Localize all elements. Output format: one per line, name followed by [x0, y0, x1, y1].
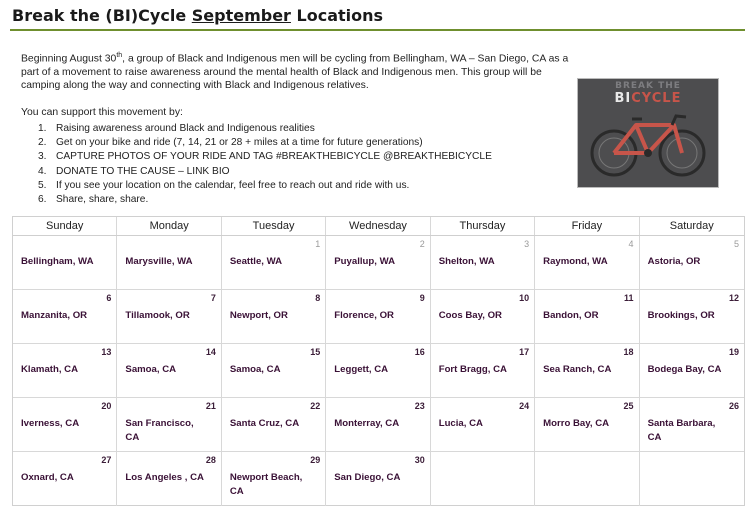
day-number: 17	[519, 347, 530, 357]
day-location: Iverness, CA	[21, 418, 80, 429]
calendar-cell-empty	[640, 452, 744, 506]
calendar-cell	[13, 290, 117, 344]
calendar-cell	[640, 236, 744, 290]
day-number: 13	[101, 347, 112, 357]
intro-paragraph	[21, 49, 581, 93]
day-number: 12	[728, 293, 739, 303]
support-item-number: 6.	[38, 194, 47, 206]
day-location: Seattle, WA	[229, 256, 283, 267]
support-item-text: Raising awareness around Black and Indigenous realities	[56, 123, 315, 134]
support-item-number: 4.	[38, 165, 47, 177]
calendar-cell-empty	[535, 452, 639, 506]
calendar-cell	[431, 290, 535, 344]
support-item	[38, 150, 492, 164]
support-item-number: 5.	[38, 179, 47, 191]
calendar-cell	[13, 236, 117, 290]
calendar-cell	[222, 398, 326, 452]
day-location: Manzanita, OR	[21, 310, 88, 321]
calendar-cell	[326, 290, 430, 344]
page-title	[12, 6, 383, 25]
calendar-cell	[222, 236, 326, 290]
day-header-friday: Friday	[535, 217, 639, 235]
calendar-grid	[13, 236, 744, 506]
calendar-cell	[326, 236, 430, 290]
title-part-3: Locations	[290, 6, 384, 25]
support-item-text: Share, share, share.	[56, 194, 149, 206]
day-number: 14	[205, 347, 216, 357]
day-number: 16	[414, 347, 425, 357]
calendar-cell	[13, 344, 117, 398]
calendar-cell	[535, 290, 639, 344]
day-location: Los Angeles , CA	[125, 472, 204, 483]
day-location: Coos Bay, OR	[438, 310, 502, 321]
day-number: 29	[310, 455, 321, 465]
day-location: Monterray, CA	[334, 418, 400, 429]
day-header-thursday: Thursday	[431, 217, 535, 235]
day-header-monday: Monday	[117, 217, 221, 235]
day-location: Astoria, OR	[647, 256, 701, 267]
day-location: Samoa, CA	[125, 364, 177, 375]
bicycle-icon	[578, 109, 718, 187]
day-number: 19	[728, 347, 739, 357]
support-item-text: CAPTURE PHOTOS OF YOUR RIDE AND TAG #BREAKTHEBICYCLE @BREAKTHEBICYCLE	[56, 151, 492, 163]
calendar-cell	[117, 398, 221, 452]
day-location: Klamath, CA	[21, 364, 79, 375]
day-location: Bodega Bay, CA	[647, 364, 722, 375]
support-item	[38, 193, 492, 207]
day-location: Newport, OR	[229, 310, 288, 321]
calendar-cell	[222, 452, 326, 506]
day-number: 10	[519, 293, 530, 303]
day-number: 30	[414, 455, 425, 465]
support-item	[38, 122, 492, 136]
day-number: 21	[205, 401, 216, 411]
logo-cycle: CYCLE	[631, 91, 682, 106]
day-location: Lucia, CA	[438, 418, 483, 429]
title-month: September	[191, 6, 291, 25]
day-header-tuesday: Tuesday	[222, 217, 326, 235]
calendar-cell	[326, 398, 430, 452]
day-number: 27	[101, 455, 112, 465]
day-number: 25	[623, 401, 634, 411]
day-location: Puyallup, WA	[334, 256, 396, 267]
day-location: Bellingham, WA	[21, 256, 94, 267]
calendar-cell	[117, 236, 221, 290]
calendar-cell	[535, 344, 639, 398]
calendar-cell	[326, 452, 430, 506]
support-item	[38, 165, 492, 179]
calendar-cell	[431, 344, 535, 398]
calendar-cell	[431, 398, 535, 452]
day-location: Marysville, WA	[125, 256, 193, 267]
day-number: 6	[106, 293, 112, 303]
day-location: Shelton, WA	[438, 256, 495, 267]
calendar-header	[13, 217, 744, 236]
support-heading: You can support this movement by:	[21, 107, 183, 118]
support-list	[38, 122, 492, 207]
break-the-bicycle-logo	[577, 78, 719, 188]
day-location: Santa Cruz, CA	[229, 418, 300, 429]
day-number: 9	[419, 293, 425, 303]
day-location: San Diego, CA	[334, 472, 401, 483]
day-number: 5	[733, 239, 739, 249]
day-number: 24	[519, 401, 530, 411]
logo-bi: BI	[614, 91, 632, 106]
day-number: 1	[315, 239, 321, 249]
calendar-cell	[640, 344, 744, 398]
calendar-cell-empty	[431, 452, 535, 506]
day-number: 2	[419, 239, 425, 249]
day-location: Leggett, CA	[334, 364, 389, 375]
day-number: 4	[628, 239, 634, 249]
intro-text-start: Beginning August 30	[21, 53, 117, 65]
day-location: Santa Barbara, CA	[647, 418, 716, 443]
intro-text-end: , a group of Black and Indigenous men will be cycling from Bellingham, WA – San Diego, CA as a part of a movement to raise awareness around the mental health of Black and Indigenous men. This group will be camping along the way and connecting with Black and Indigenous relatives.	[21, 53, 569, 92]
calendar-cell	[222, 290, 326, 344]
calendar-cell	[13, 452, 117, 506]
support-item	[38, 136, 492, 150]
support-item-number: 3.	[38, 151, 47, 163]
day-number: 26	[728, 401, 739, 411]
day-location: San Francisco, CA	[125, 418, 194, 443]
day-number: 18	[623, 347, 634, 357]
calendar-cell	[640, 398, 744, 452]
day-number: 7	[210, 293, 216, 303]
day-number: 23	[414, 401, 425, 411]
calendar-cell	[535, 398, 639, 452]
day-location: Fort Bragg, CA	[438, 364, 507, 375]
support-item-text: DONATE TO THE CAUSE – LINK BIO	[56, 165, 230, 177]
day-location: Newport Beach, CA	[229, 472, 303, 497]
calendar-cell	[117, 290, 221, 344]
intro-superscript: th	[116, 52, 123, 59]
day-location: Brookings, OR	[647, 310, 715, 321]
title-divider	[10, 29, 745, 31]
support-item-number: 1.	[38, 123, 47, 134]
calendar-cell	[13, 398, 117, 452]
calendar-cell	[326, 344, 430, 398]
day-number: 3	[524, 239, 530, 249]
calendar-cell	[640, 290, 744, 344]
day-location: Sea Ranch, CA	[543, 364, 612, 375]
day-location: Oxnard, CA	[21, 472, 74, 483]
calendar-cell	[222, 344, 326, 398]
support-item-text: Get on your bike and ride (7, 14, 21 or 28 + miles at a time for future generations)	[56, 137, 423, 149]
day-header-wednesday: Wednesday	[326, 217, 430, 235]
calendar-cell	[117, 344, 221, 398]
day-location: Bandon, OR	[543, 310, 599, 321]
day-number: 15	[310, 347, 321, 357]
day-number: 20	[101, 401, 112, 411]
day-number: 8	[315, 293, 321, 303]
support-item-number: 2.	[38, 137, 47, 149]
day-location: Morro Bay, CA	[543, 418, 610, 429]
calendar-cell	[431, 236, 535, 290]
calendar-cell	[117, 452, 221, 506]
day-header-sunday: Sunday	[13, 217, 117, 235]
day-number: 22	[310, 401, 321, 411]
day-number: 28	[205, 455, 216, 465]
calendar-cell	[535, 236, 639, 290]
title-part-1: Break the (BI)Cycle	[12, 6, 192, 25]
calendar	[12, 216, 745, 506]
day-number: 11	[624, 293, 634, 303]
logo-line-2	[578, 91, 718, 106]
day-header-saturday: Saturday	[669, 220, 714, 232]
support-item-text: If you see your location on the calendar, feel free to reach out and ride with us.	[56, 179, 410, 191]
day-location: Samoa, CA	[229, 364, 281, 375]
support-item	[38, 179, 492, 193]
day-location: Tillamook, OR	[125, 310, 190, 321]
logo-line-1: BREAK THE	[615, 81, 681, 91]
day-location: Florence, OR	[334, 310, 394, 321]
day-location: Raymond, WA	[543, 256, 608, 267]
